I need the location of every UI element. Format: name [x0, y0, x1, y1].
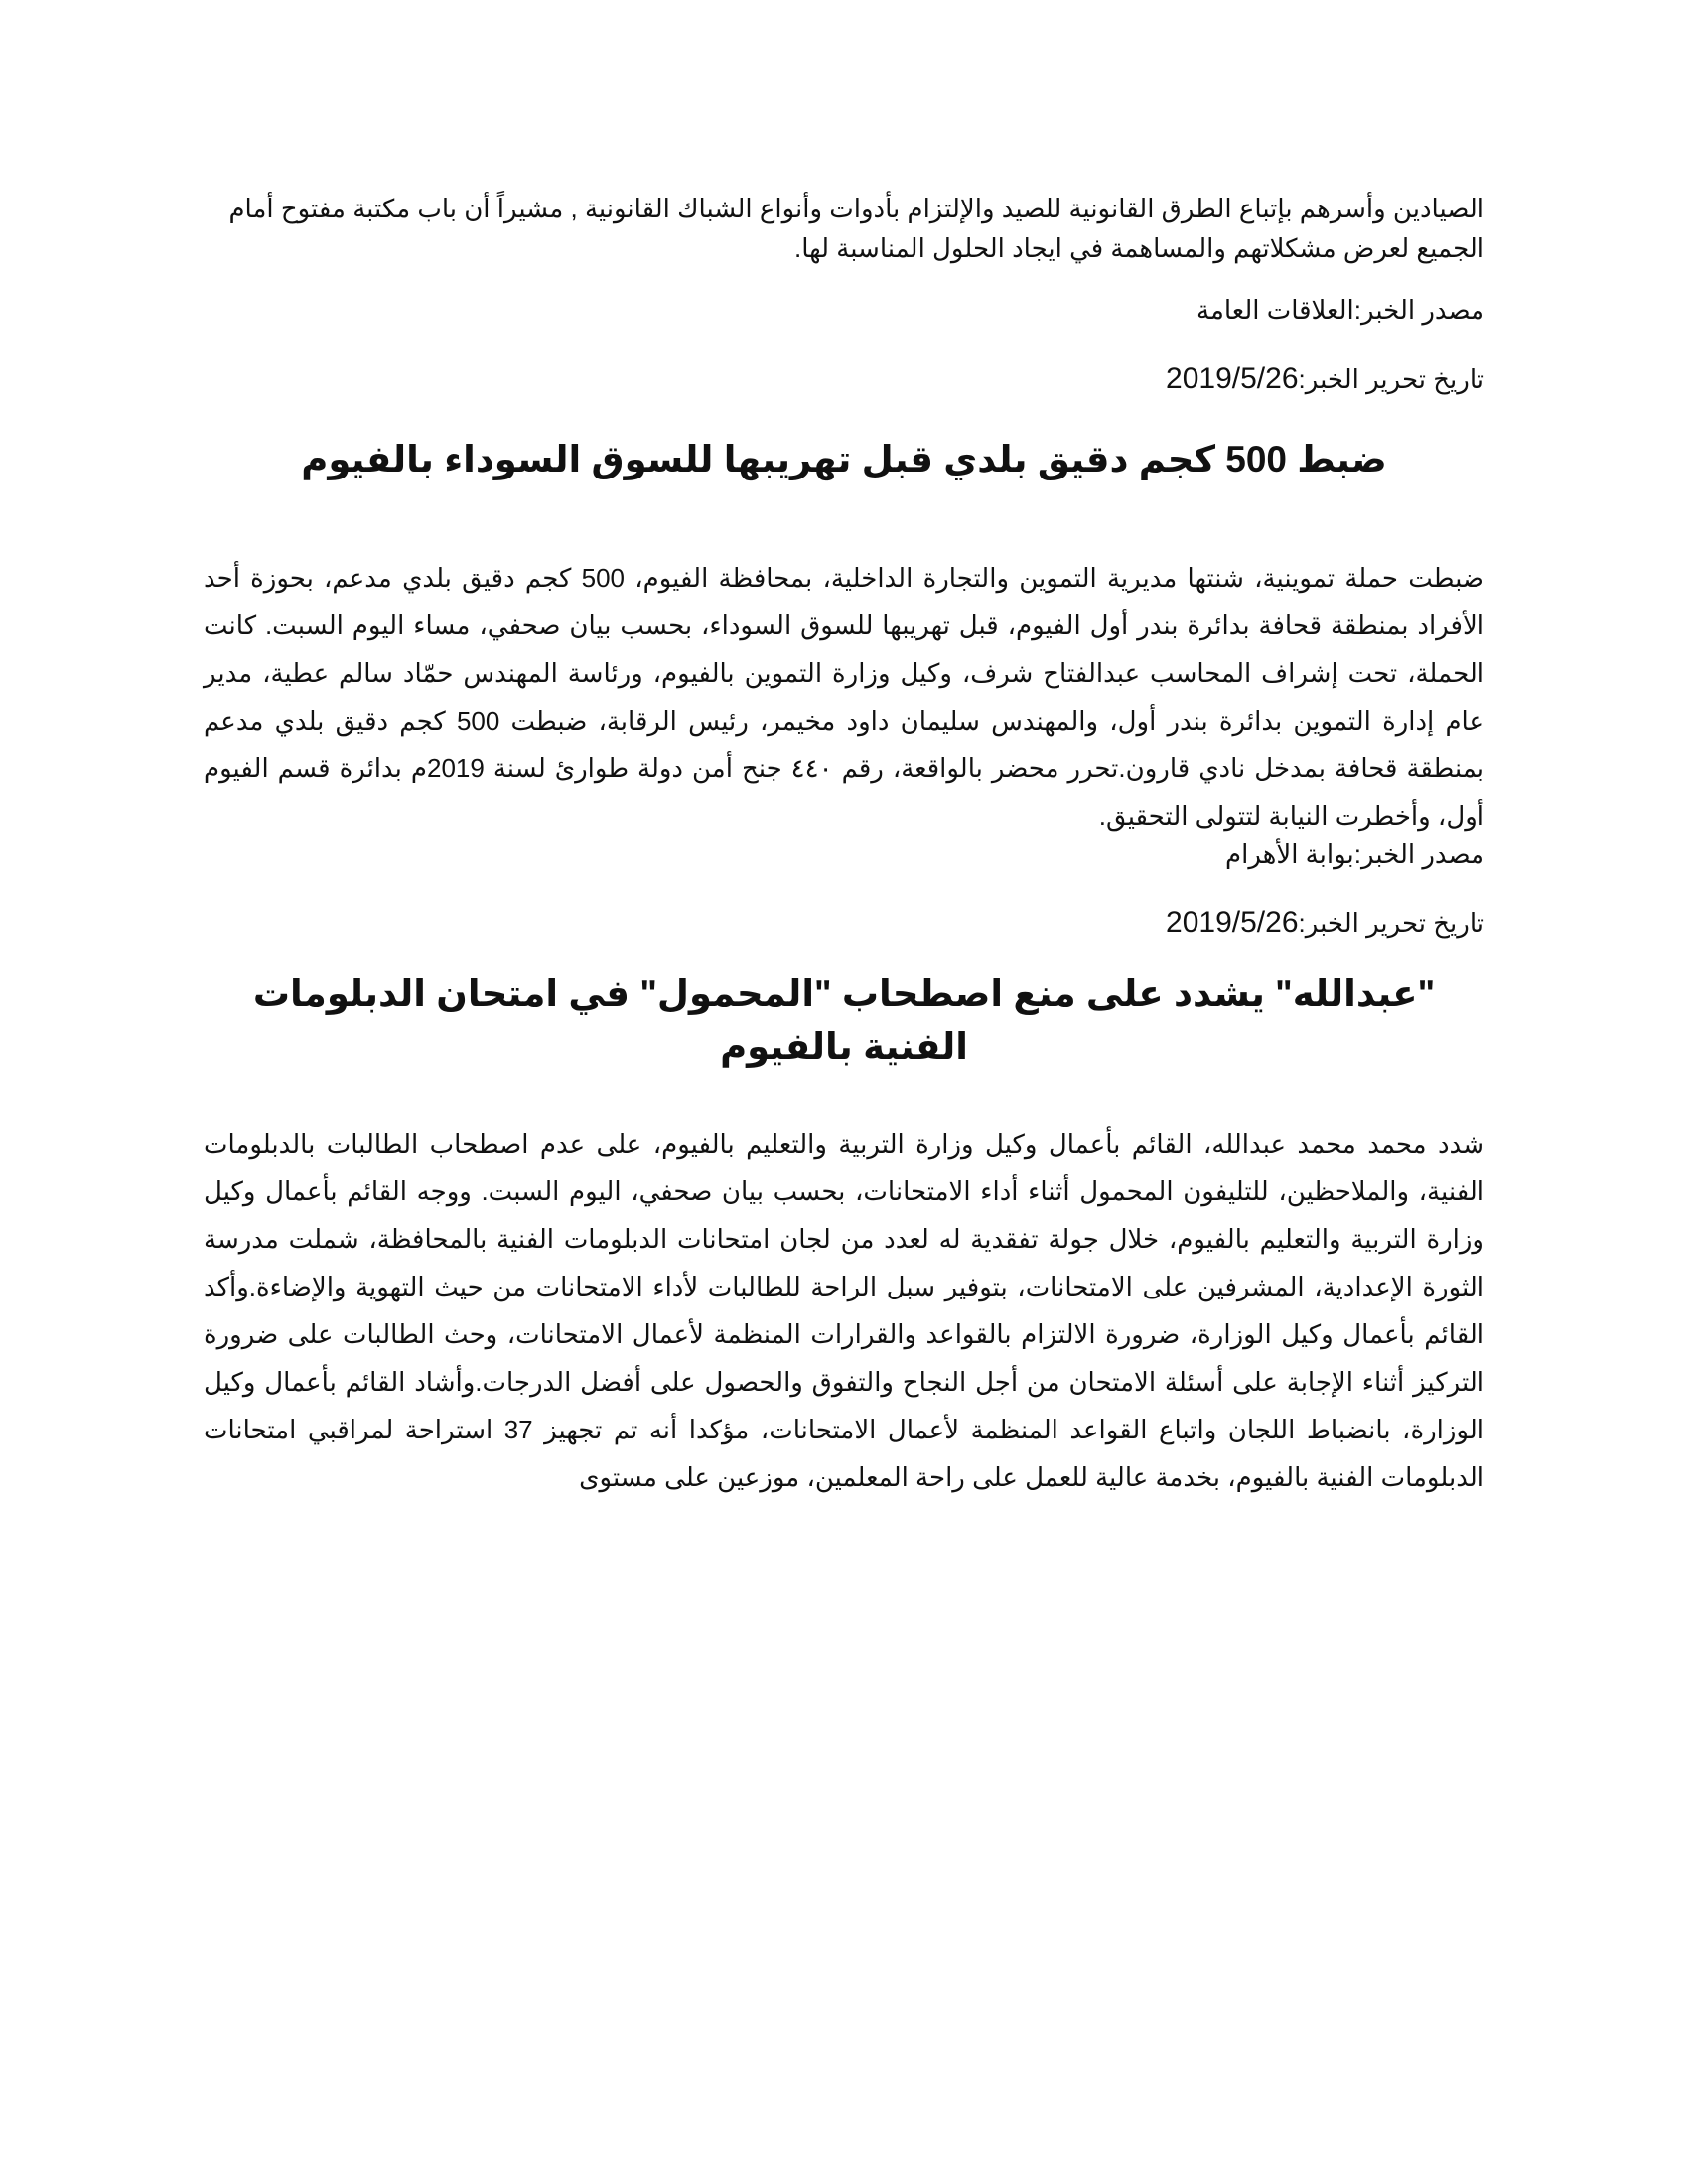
article1-body: ضبطت حملة تموينية، شنتها مديرية التموين والتجارة الداخلية، بمحافظة الفيوم، 500 كجم دقيق بلدي مدعم، بحوزة أحد الأفراد بمنطقة قحافة بدائرة بندر أول الفيوم، قبل تهريبها للسوق السوداء، بحسب بيان صحفي، مساء اليوم السبت. كانت الحملة، تحت إشراف المحاسب عبدالفتاح شرف، وكيل وزارة التموين بالفيوم، ورئاسة المهندس حمّاد سالم عطية، مدير عام إدارة التموين بدائرة بندر أول، والمهندس سليمان داود مخيمر، رئيس الرقابة، ضبطت 500 كجم دقيق بلدي مدعم بمنطقة قحافة بمدخل نادي قارون.تحرر محضر بالواقعة، رقم ٤٤٠ جنح أمن دولة طوارئ لسنة 2019م بدائرة قسم الفيوم أول، وأخطرت النيابة لتتولى التحقيق. [204, 563, 1485, 831]
article2-headline: "عبدالله" يشدد على منع اصطحاب "المحمول" في امتحان الدبلومات الفنية بالفيوم [252, 973, 1436, 1067]
source-value: العلاقات العامة [1196, 295, 1354, 325]
date-value: 2019/5/26 [1166, 906, 1299, 939]
article1-headline: ضبط 500 كجم دقيق بلدي قبل تهريبها للسوق السوداء بالفيوم [301, 439, 1387, 479]
article2-body: شدد محمد محمد عبدالله، القائم بأعمال وكيل وزارة التربية والتعليم بالفيوم، على عدم اصطحاب الطالبات بالدبلومات الفنية، والملاحظين، للتليفون المحمول أثناء أداء الامتحانات، بحسب بيان صحفي، اليوم السبت. ووجه القائم بأعمال وكيل وزارة التربية والتعليم بالفيوم، خلال جولة تفقدية له لعدد من لجان امتحانات الدبلومات الفنية بالمحافظة، شملت مدرسة الثورة الإعدادية، المشرفين على الامتحانات، بتوفير سبل الراحة للطالبات لأداء الامتحانات من حيث التهوية والإضاءة.وأكد القائم بأعمال وكيل الوزارة، ضرورة الالتزام بالقواعد والقرارات المنظمة لأعمال الامتحانات، وحث الطالبات على ضرورة التركيز أثناء الإجابة على أسئلة الامتحان من أجل النجاح والتفوق والحصول على أفضل الدرجات.وأشاد القائم بأعمال وكيل الوزارة، بانضباط اللجان واتباع القواعد المنظمة لأعمال الامتحانات، مؤكدا أنه تم تجهيز 37 استراحة لمراقبي امتحانات الدبلومات الفنية بالفيوم، بخدمة عالية للعمل على راحة المعلمين، موزعين على مستوى [204, 1129, 1484, 1492]
date-label: تاريخ تحرير الخبر: [1298, 364, 1484, 394]
date-label: تاريخ تحرير الخبر: [1298, 908, 1484, 938]
intro-date-line [204, 359, 1484, 399]
article1-date-line [204, 903, 1484, 943]
source-label: مصدر الخبر: [1353, 295, 1484, 325]
date-value: 2019/5/26 [1166, 362, 1299, 395]
source-value: بوابة الأهرام [1225, 839, 1354, 869]
intro-source-line [204, 290, 1484, 330]
intro-paragraph: الصيادين وأسرهم بإتباع الطرق القانونية للصيد والإلتزام بأدوات وأنواع الشباك القانونية , مشيراً أن باب مكتبة مفتوح أمام الجميع لعرض مشكلاتهم والمساهمة في ايجاد الحلول المناسبة لها. [228, 194, 1484, 263]
document-page [204, 189, 1484, 1501]
article1-source-line [204, 834, 1484, 874]
source-label: مصدر الخبر: [1353, 839, 1484, 869]
